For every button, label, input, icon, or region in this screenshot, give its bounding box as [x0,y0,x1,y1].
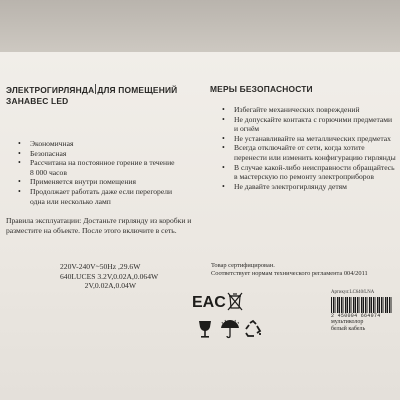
safety-item: • Не допускайте контакта с горючими предметами и огнём [210,115,396,134]
safety-item: • Не давайте электрогирлянду детям [210,182,396,192]
background-top [0,0,400,52]
article-number: Артикул:LC640/LNA [331,290,375,295]
spec-line: 2V,0.02A,0.04W [60,281,137,291]
electrical-specs [60,262,158,291]
crossed-bin-icon [226,291,244,316]
feature-item: • Применяется внутри помещения [6,177,198,187]
feature-item: • Продолжает работать даже если перегорели [6,187,198,197]
safety-title: МЕРЫ БЕЗОПАСНОСТИ [210,84,313,94]
barcode-number: 2 450004 664074 [331,313,381,319]
product-column [6,84,198,236]
spec-line: 640LUCES 3.2V,0.02A,0.064W [60,271,159,281]
spec-line: 220V-240V~50Hz ,29.6W [60,262,141,271]
barcode [331,297,393,313]
safety-item: • Всегда отключайте от сети, когда хотите перенести или изменить конфигурацию гирлянды [210,143,396,162]
feature-list [6,139,198,206]
cert-line: Товар сертифицирован. [211,262,275,269]
fragile-glass-icon [197,320,213,345]
barcode-note: мультиколор [331,319,364,325]
feature-item: • Рассчитана на постоянное горение в течение [6,158,198,168]
safety-list [210,105,396,191]
svg-text:EAC: EAC [192,294,226,311]
certification-note [211,262,368,279]
feature-item: • Экономичная [6,139,198,149]
umbrella-icon [219,318,241,345]
feature-item: • Безопасная [6,149,198,159]
product-title-part2: ДЛЯ ПОМЕЩЕНИЙ [97,85,178,95]
feature-item-continued: 8 000 часов [30,167,67,177]
product-subtitle: ЗАНАВЕС LED [6,96,69,106]
feature-item-continued: одна или несколько ламп [30,196,111,206]
barcode-note: белый кабель [331,326,366,332]
safety-item: • В случае какой-либо неисправности обращайтесь в мастерскую по ремонту электроприборов [210,163,396,182]
safety-column [210,84,396,191]
safety-item: • Не устанавливайте на металлических предметах [210,134,396,144]
cert-line: Соответствует нормам технического регламента 004/2011 [211,270,368,278]
eac-icon [192,292,226,315]
usage-rules: Правила эксплуатации: Достаньте гирлянду из коробки и разместите на объекте. После этого включите в сеть. [6,216,192,236]
safety-item: • Избегайте механических повреждений [210,105,396,115]
product-title [6,84,198,96]
barcode-block [331,290,397,333]
recycle-icon [243,320,263,343]
product-title-part1: ЭЛЕКТРОГИРЛЯНДА [6,85,95,95]
